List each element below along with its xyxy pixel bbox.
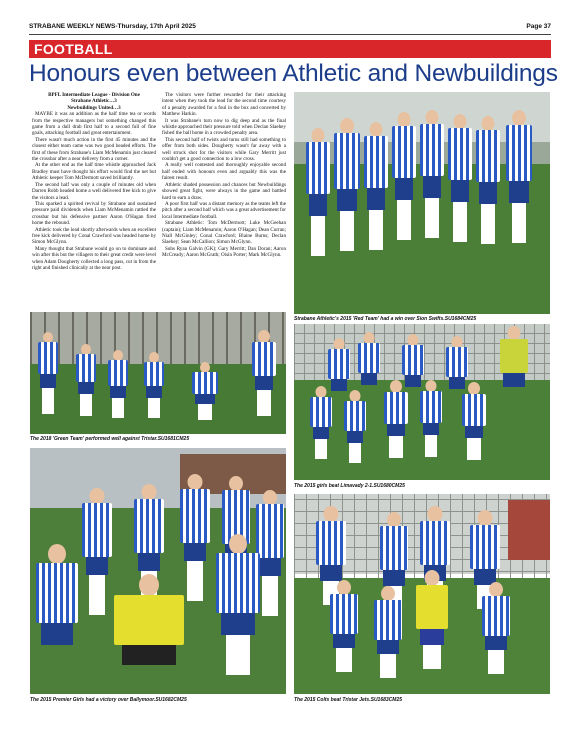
paragraph: Many thought that Strabane would go on to dominate and win after this but the villagers to their great credit were level when Adam Dougherty collected a long pass, cut in from the right and finished clinically at the near post. xyxy=(32,245,156,271)
photo-red-team xyxy=(294,92,550,314)
league-name: BPFL Intermediate League - Division One xyxy=(48,92,140,98)
photo-caption: The 2015 Colts beat Tristar Jets.SU1683CM25 xyxy=(294,697,403,703)
photo-caption: Strabane Athletic's 2015 'Red Team' had a win over Sion Swifts.SU1684CM25 xyxy=(294,316,477,322)
photo-green-team xyxy=(30,312,286,434)
paragraph: The visitors were further rewarded for their attacking intent when they took the lead for the second time courtesy of a penalty awarded for a foul in the box and converted by Matthew Harkin. xyxy=(162,92,286,118)
article-column-2 xyxy=(162,92,286,259)
paragraph: MAYBE it was an addition as the half time tea or words from the respective managers but something changed this game from a dull drab first half to a second full of fine goals, attacking football and great entertainment. xyxy=(32,111,156,137)
team-subs: Subs Ryan Galvin (GK); Gary Merritt; Dan Doran; Aaron McCready; Aaron McGrath; Oisin Porter; Mark McGlynn. xyxy=(162,245,286,259)
paragraph: Athletic took the lead shortly afterwards when an excellent free kick delivered by Conal Crawford was headed home by Simon McGlynn. xyxy=(32,226,156,246)
paragraph: Athletic shaded possession and chances but Newbuildings showed great fight, were always in the game and battled hard to earn a draw. xyxy=(162,181,286,201)
paragraph: A poor first half was a distant memory as the teams left the pitch after a second half which was a great advertisement for local Intermediate football. xyxy=(162,200,286,220)
paragraph: The second half was only a couple of minutes old when Darren Robb headed home a well delivered free kick to give the visitors a lead. xyxy=(32,181,156,201)
section-title: FOOTBALL xyxy=(34,41,113,57)
photo-premier-girls xyxy=(30,448,286,694)
paragraph: There wasn't much action in the first 45 minutes and the closest either team came was two good headed efforts. The first of these from Strabane's Liam McMenamin just cleared the crossbar after a near delivery from a corner. xyxy=(32,136,156,163)
headline: Honours even between Athletic and Newbuildings xyxy=(29,60,558,87)
paragraph: This sparked a spirited revival by Strabane and sustained pressure paid dividends when Liam McMenamin rattled the crossbar but his defensive partner Aaron O'Hagan fired home the rebound. xyxy=(32,200,156,227)
photo-caption: The 2015 Premier Girls had a victory over Ballymoor.SU1682CM25 xyxy=(30,697,187,703)
paragraph: This second half of twists and turns still had something to offer from both sides. Dougherty wasn't far away with a well struck shot for the visitors while Gary Merritt just couldn't get a good connection to a low cross. xyxy=(162,136,286,163)
score-line-home: Strabane Athletic…3 xyxy=(71,98,117,105)
article-column-1 xyxy=(32,92,156,271)
publication-date: STRABANE WEEKLY NEWS-Thursday, 17th April 2025 xyxy=(29,23,196,30)
paragraph: It was Strabane's turn now to dig deep and as the final whistle approached their pressure told when Declan Slaehey fished the ball home in a crowded penalty area. xyxy=(162,117,286,137)
photo-caption: The 2018 'Green Team' performed well against Tristar.SU1681CM25 xyxy=(30,436,190,442)
photo-2015-girls xyxy=(294,324,550,480)
photo-caption: The 2015 girls beat Limavady 2-1.SU1680CM25 xyxy=(294,483,405,489)
team-lineup: Strabane Athletic: Tom McDermott; Luke McGeehan (captain); Liam McMenamin; Aaron O'Hagan; Dean Curran; Niall McGinley; Conal Crawford; Blaine Burns; Declan Slaehey; Sean McCallion; Simon McGlynn. xyxy=(162,220,286,246)
page-header xyxy=(29,20,551,35)
page-number: Page 37 xyxy=(526,23,551,30)
section-banner xyxy=(29,40,551,58)
paragraph: At the other end as the half time whistle approached Jack Bradley must have thought his effort would find the net but Athletic keeper Tom McDermott saved brilliantly. xyxy=(32,162,156,182)
paragraph: A really well contested and thoroughly enjoyable second half ended with honours even and arguably this was the fairest result. xyxy=(162,162,286,182)
score-line-away: Newbuildings United…3 xyxy=(67,104,121,111)
photo-2015-colts xyxy=(294,494,550,694)
